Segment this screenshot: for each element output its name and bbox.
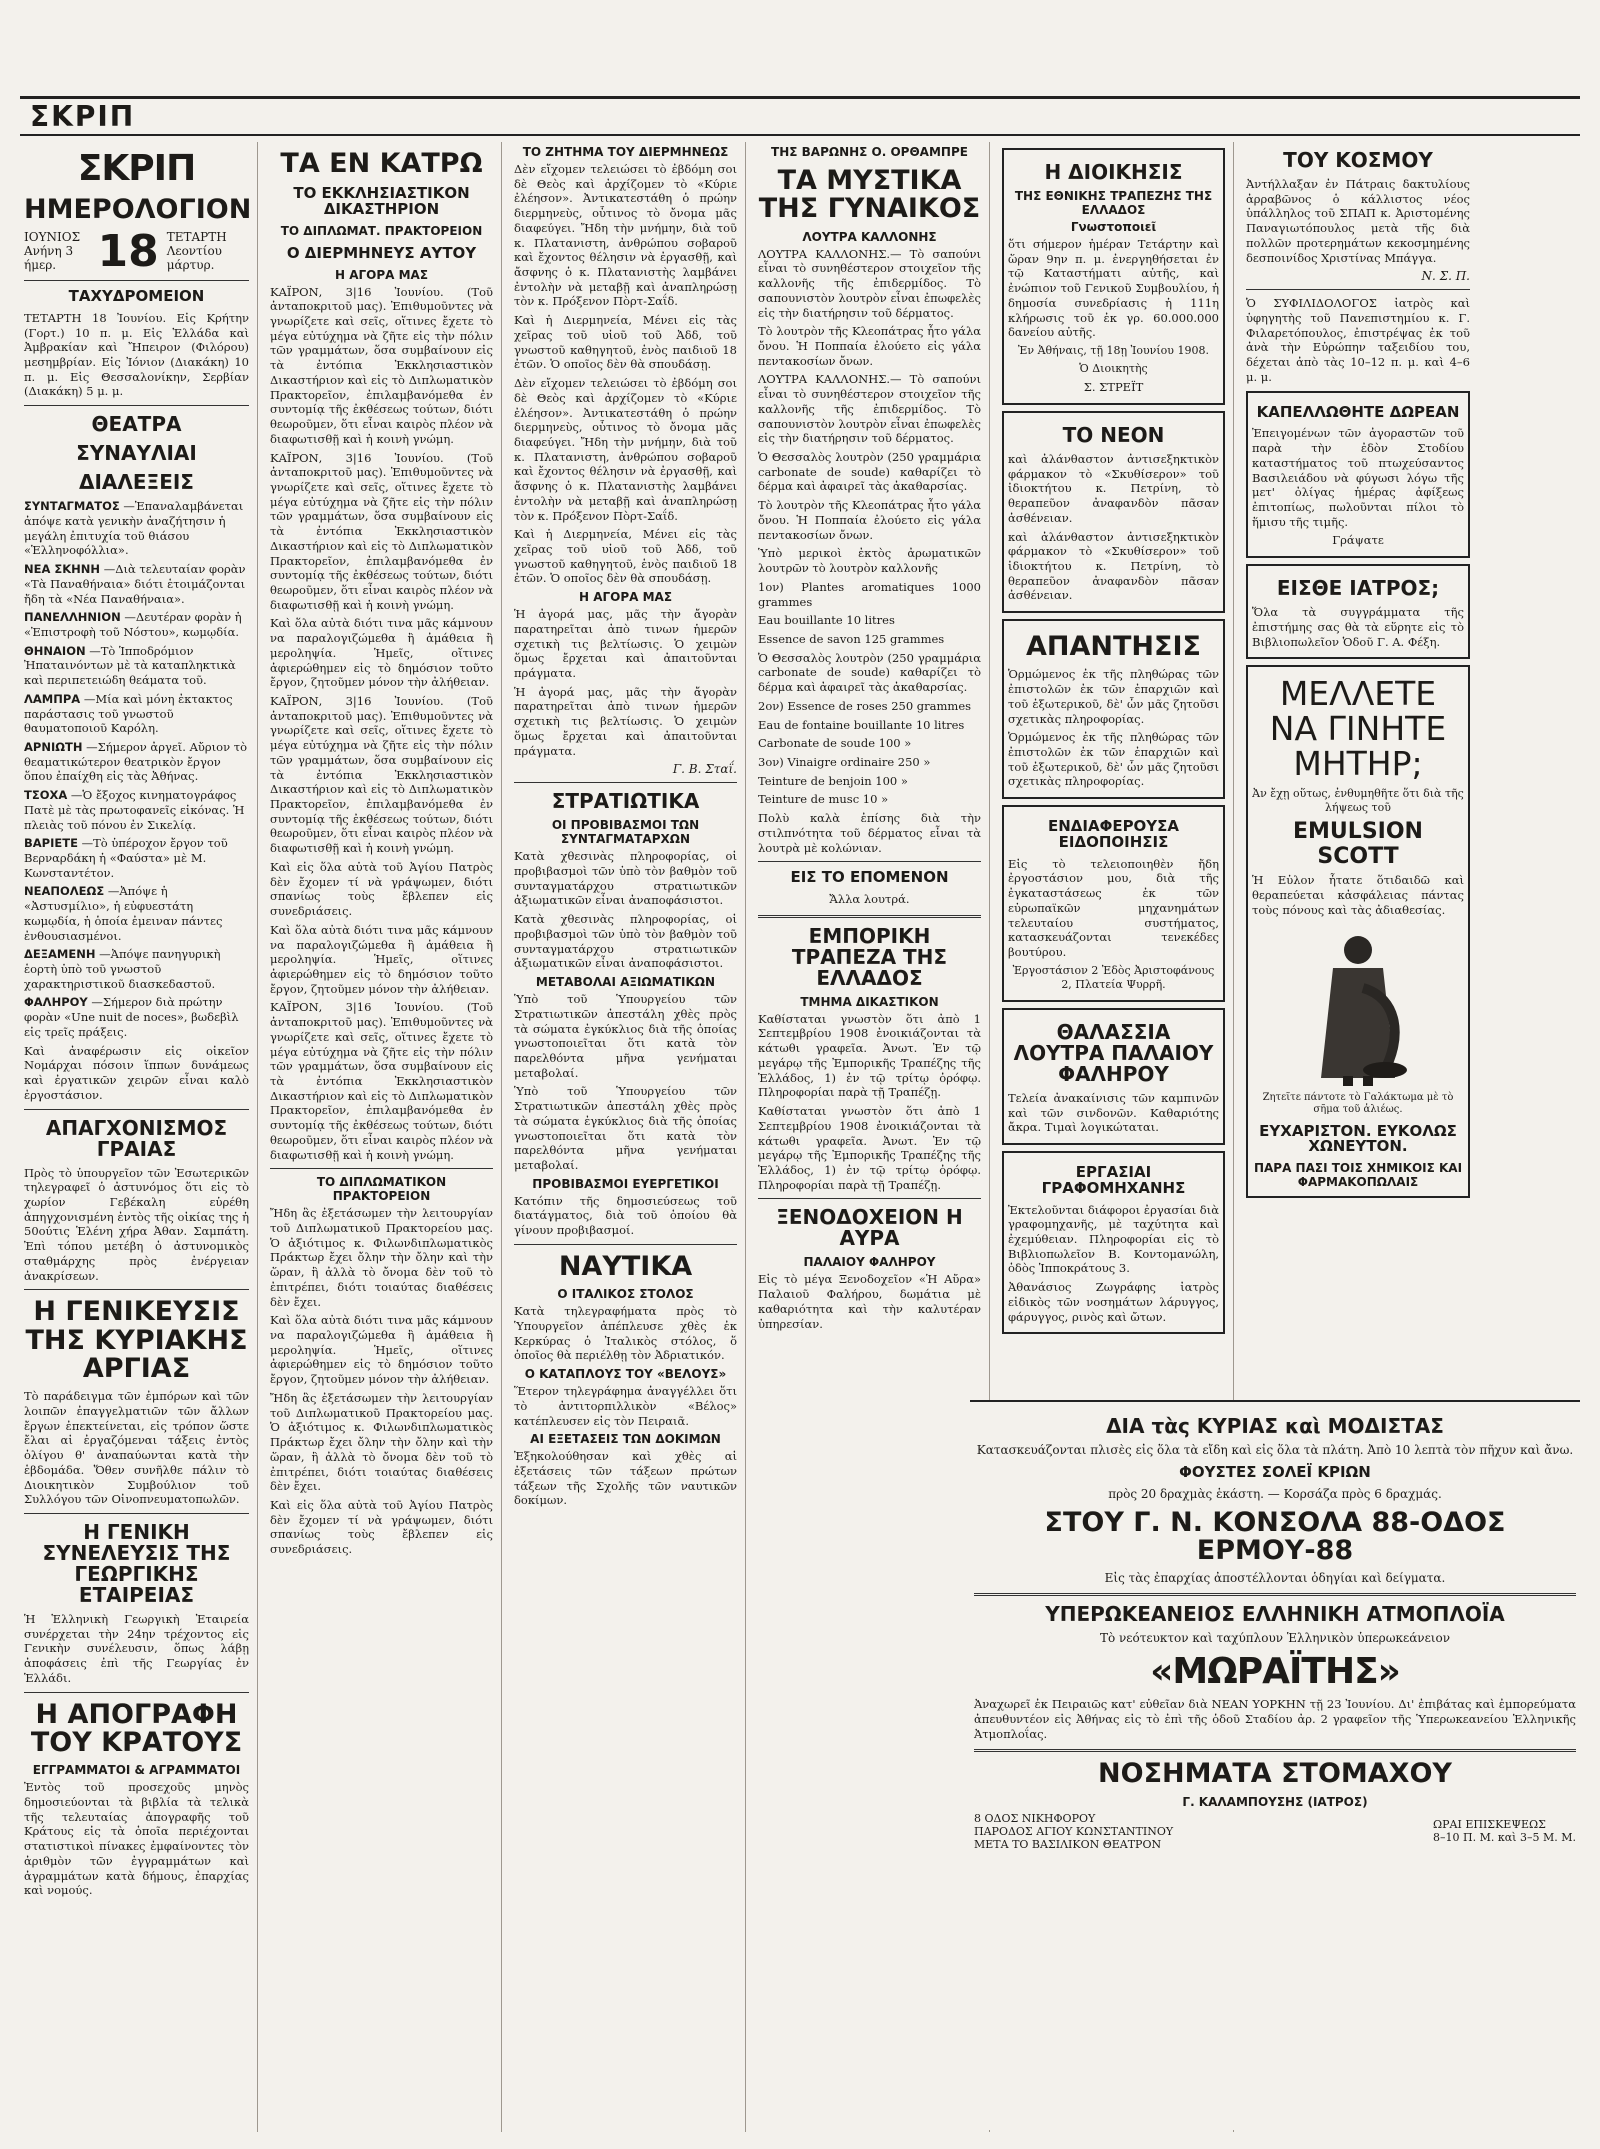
theatre-item <box>24 836 249 880</box>
ad-text: Ἡ Εὐλον ἦτατε ὅτιδαιδῶ καὶ θεραπεύεται κἀσφάλειας πάντας τοὺς πόνους καὶ τὰς ἀδιαθεσίας. <box>1252 873 1464 917</box>
divider <box>24 1289 249 1290</box>
ad-text: Ὁρμώμενος ἐκ τῆς πληθώρας τῶν ἐπιστολῶν ἐκ τῶν ἐπαρχιῶν καὶ τοῦ ἐξωτερικοῦ, δὲ' ὧν μᾶς ζητοῦσι σχετικὰς πληροφορίας. <box>1008 730 1219 789</box>
article-heading: Η ΑΠΟΓΡΑΦΗ ΤΟΥ ΚΡΑΤΟΥΣ <box>30 1698 243 1758</box>
divider <box>1246 289 1470 290</box>
theatre-text: —Μία καὶ μόνη ἐκτακτος παράστασις τοῦ γνωστοῦ θαυματοποιοῦ Καρόλη. <box>24 691 233 736</box>
theatre-text: —Τὸ Ἱπποδρόμιον Ἠπαταινόντων μὲ τὰ καταπληκτικὰ καὶ περιπετειώδη θεάματα τοῦ. <box>24 643 236 688</box>
bank-subheading: ΤΜΗΜΑ ΔΙΚΑΣΤΙΚΟΝ <box>800 994 939 1009</box>
ad-heading: ΑΠΑΝΤΗΣΙΣ <box>1026 631 1201 663</box>
ad-heading: ΔΙΑ τὰς ΚΥΡΙΑΣ καὶ ΜΟΔΙΣΤΑΣ <box>1106 1414 1444 1438</box>
masthead-title: ΣΚΡΙΠ <box>30 100 136 133</box>
hotel-text: Εἰς τὸ μέγα Ξενοδοχεῖον «Ἡ Αὔρα» Παλαιοῦ Φαλήρου, δωμάτια μὲ καθαριότητα καὶ τὴν καλυτέραν ὑπηρεσίαν. <box>758 1272 981 1331</box>
doctor-details <box>974 1812 1576 1851</box>
article-text: ΚΑΪΡΟΝ, 3|16 Ἰουνίου. (Τοῦ ἀνταποκριτοῦ μας). Ἐπιθυμοῦντες νὰ γνωρίζετε καὶ σεῖς, οἵτινες ἔχετε τὸ μέγα εὐτύχημα νὰ ζῆτε εἰς τὴν πόλιν τῶν γραμμάτων, ὅσα συμβαίνουν εἰς τὰ ἐντόπια Ἐκκλησιαστικὸν Δικαστήριον καὶ εἰς τὸ Διπλωματικὸν Πρακτορεῖον, ἐπιλαμβανόμεθα ἐν συντομίᾳ τῆς ἐκθέσεως τούτων, διότι θεωροῦμεν, ὅτι εἶναι καιρὸς πλέον νὰ διαφωτισθῇ καὶ ἡ κοινὴ γνώμη. <box>270 284 493 446</box>
fisherman-figure-icon <box>1303 928 1413 1088</box>
article-heading: ΤΑ ΕΝ ΚΑΤΡΩ <box>280 148 483 179</box>
article-text: Κατὰ χθεσινὰς πληροφορίας, οἱ προβιβασμοὶ τῶν ὑπὸ τὸν βαθμὸν τοῦ συνταγματάρχου στρατιωτικῶν ἀξιωματικῶν εἶναι ἀναποφάσιστοι. <box>514 849 737 908</box>
article-text: Ὑπὸ τοῦ Ὑπουργείου τῶν Στρατιωτικῶν ἀπεστάλη χθὲς πρὸς τὰ σώματα ἐγκύκλιος διὰ τῆς ὁποίας γνωστοποιεῖται ὅτι κατὰ τὸν παρελθόντα μῆνα γενήμαται μεταβολαί. <box>514 1084 737 1172</box>
theatre-item <box>24 499 249 558</box>
notice-heading: Η ΔΙΟΙΚΗΣΙΣ <box>1044 160 1183 184</box>
article-text: Πρὸς τὸ ὑπουργεῖον τῶν Ἐσωτερικῶν τηλεγραφεῖ ὁ ἀστυνόμος ὅτι εἰς τὸ χωρίον Γεβέκαλη εὑρέθη ἀπηγχονισμένη ἐντὸς τῆς οἰκίας της ἡ 50ούτις Ἑλένη χήρα Ἀθαν. Σαμπάτη. Ἐπὶ τόπου μετέβη ὁ ἀστυνομικὸς σταθμάρχης πρὸς ἐνέργειαν ἀνακρίσεων. <box>24 1165 249 1283</box>
hours-heading: ΩΡΑΙ ΕΠΙΣΚΕΨΕΩΣ <box>1433 1818 1546 1832</box>
article-text: Κατόπιν τῆς δημοσιεύσεως τοῦ διατάγματος, διὰ τοῦ ὁποίου θὰ γίνουν προβιβασμοί. <box>514 1193 737 1238</box>
bank-notice <box>1002 148 1225 405</box>
feuilleton-author: ΤΗΣ ΒΑΡΩΝΗΣ Ο. ΟΡΘΑΜΠΡΕ <box>771 145 968 159</box>
column-4 <box>754 142 990 2132</box>
calendar-heading: ΗΜΕΡΟΛΟΓΙΟΝ <box>24 193 252 225</box>
theatre-text: —Ἀπόψε ἡ «Ἀστυσμίλιο», ἡ εὐφυεστάτη κωμῳδία, ἡ ὁποία ἐμειναν πάντες ἐνθουσιασμένοι. <box>24 884 223 943</box>
ad-line: Ἀν ἔχῃ οὕτως, ἐνθυμηθῆτε ὅτι διὰ τῆς λήψεως τοῦ <box>1252 787 1464 815</box>
article-text: Καὶ ὅλα αὐτὰ διότι τινα μᾶς κάμνουν να παραλογιζώμεθα ἢ ἀμάθεια ἢ μεροληψία. Ἡμεῖς, οἵτινες ἀφιερώθημεν εἰς τὸ δημόσιον τοῦτο ἔργον, ζητοῦμεν μόνον τὴν ἀλήθειαν. <box>270 922 493 996</box>
recipe-line: Eau bouillante 10 litres <box>758 613 895 628</box>
ad-sold: ΠΑΡΑ ΠΑΣΙ ΤΟΙΣ ΧΗΜΙΚΟΙΣ ΚΑΙ ΦΑΡΜΑΚΟΠΩΛΑΙΣ <box>1253 1161 1463 1190</box>
theatre-text: —Δευτέραν φορὰν ἡ «Ἐπιστροφὴ τοῦ Νόστου», κωμῳδία. <box>24 610 242 639</box>
date-right <box>167 231 249 272</box>
ad-box <box>1246 391 1470 559</box>
article-text: Ὑπὸ τοῦ Ὑπουργείου τῶν Στρατιωτικῶν ἀπεστάλη χθὲς πρὸς τὰ σώματα ἐγκύκλιος διὰ τῆς ὁποίας γνωστοποιεῖται ὅτι κατὰ τὸν παρελθόντα μῆνα γενήμαται μεταβολαί. <box>514 992 737 1080</box>
saint: Λεοντίου μάρτυρ. <box>166 244 222 273</box>
ad-heading: ΘΑΛΑΣΣΙΑ ΛΟΥΤΡΑ ΠΑΛΑΙΟΥ ΦΑΛΗΡΟΥ <box>1013 1019 1214 1086</box>
theatre-text: —Ἐπαναλαμβάνεται ἀπόψε κατὰ γενικὴν ἀναζήτησιν ἡ μεγάλη ἐπιτυχία τοῦ θιάσου «Ἑλληνοφόλλια». <box>24 499 244 558</box>
fisherman-figure-svg <box>1303 928 1413 1088</box>
recipe-line: 3ον) Vinaigre ordinaire 250 » <box>758 754 931 769</box>
divider <box>758 915 981 918</box>
paper-title: ΣΚΡΙΠ <box>77 148 196 189</box>
ad-signer: Γράψατε <box>1332 533 1384 548</box>
theatre-text: —Ὁ ἔξοχος κινηματογράφος Πατὲ μὲ τὰς πρωτοφανεῖς εἰκόνας. Ἡ πλειὰς τοῦ πόνου ἐν Σικελίᾳ. <box>24 788 245 832</box>
ship-name: «ΜΩΡΑΪΤΗΣ» <box>1150 1651 1400 1693</box>
ad-box <box>1246 564 1470 659</box>
article-text: Κατὰ τηλεγραφήματα πρὸς τὸ Ὑπουργεῖον ἀπέπλευσε χθὲς ἐκ Κερκύρας ὁ Ἰταλικὸς στόλος, ὅ ὁποῖος θὰ περιέλθῃ τὸν Ἀδριατικόν. <box>514 1304 737 1363</box>
recipe-line: Essence de savon 125 grammes <box>758 631 945 646</box>
ad-heading: ΕΡΓΑΣΙΑΙ ΓΡΑΦΟΜΗΧΑΝΗΣ <box>1041 1163 1186 1197</box>
ad-signature: Ἐργοστάσιον 2 Ἐδὸς Ἀριστοφάνους 2, Πλατεία Ψυρρῆ. <box>1012 963 1215 991</box>
ad-heading: ΝΟΣΗΜΑΤΑ ΣΤΟΜΑΧΟΥ <box>1098 1758 1452 1790</box>
bank-text: Καθίσταται γνωστὸν ὅτι ἀπὸ 1 Σεπτεμβρίου 1908 ἐνοικιάζονται τὰ κάτωθι γραφεῖα. Ἀνωτ. Ἐν τῷ μεγάρῳ τῆς Ἐμπορικῆς Τραπέζης τῆς Ἑλλάδος, 1) ἐν τῷ τρίτῳ ὀρόφῳ. Πληροφορίαι παρὰ τῇ Τραπέζῃ. <box>758 1104 981 1192</box>
doctor-address <box>974 1812 1173 1851</box>
article-text: Καὶ ἡ Διερμηνεία, Μένει εἰς τὰς χεῖρας τοῦ υἱοῦ τοῦ Ἀδδ, τοῦ γνωστοῦ καθηγητοῦ, ἑνὸς παιδιοῦ 18 ἐτῶν. Ὁ οποῖος δὲν θὰ σπουδάσῃ. <box>514 313 737 372</box>
article-heading: ΑΠΑΓΧΟΝΙΣΜΟΣ ΓΡΑΙΑΣ <box>45 1115 228 1161</box>
ad-text: Ἀναχωρεῖ ἐκ Πειραιῶς κατ' εὐθεῖαν διὰ ΝΕΑΝ ΥΟΡΚΗΝ τῇ 23 Ἰουνίου. Δι' ἐπιβάτας καὶ ἐμπορεύματα ἀπευθυντέον εἰς Ἀθήνας εἰς τὸ ἐπὶ τῆς ὁδοῦ Σταδίου ἀρ. 2 γραφεῖον τῆς Ὑπερωκεανείου Ἑλληνικῆς Ἀτμοπλοΐας. <box>974 1697 1576 1741</box>
theatre-name: ΝΕΑ ΣΚΗΝΗ <box>24 562 101 577</box>
article-subheading: Η ΑΓΟΡΑ ΜΑΣ <box>334 267 429 282</box>
divider <box>24 1109 249 1110</box>
ad-box <box>1002 411 1225 613</box>
theatre-text: —Σήμερον διὰ πρώτην φορὰν «Une nuit de noces», βωδεβὶλ εἰς τρεῖς πράξεις. <box>24 995 239 1039</box>
month: ΙΟΥΝΙΟΣ <box>24 230 81 245</box>
article-text: Ὁ Θεσσαλὸς λουτρὸν (250 γραμμάρια carbonate de soude) καθαρίζει τὸ δέρμα καὶ ἀφαιρεῖ τὰς ἀκαθαρσίας. <box>758 450 981 494</box>
recipe-line: Teinture de musc 10 » <box>758 792 889 807</box>
concerts-heading: ΣΥΝΑΥΛΙΑΙ <box>76 441 197 466</box>
bank-heading: ΕΜΠΟΡΙΚΗ ΤΡΑΠΕΖΑ ΤΗΣ ΕΛΛΑΔΟΣ <box>791 923 948 990</box>
article-text: Ἕτερον τηλεγράφημα ἀναγγέλλει ὅτι τὸ ἀντιτορπιλλικὸν «Βέλος» κατέπλευσεν εἰς τὸν Πειραιᾶ. <box>514 1384 737 1428</box>
article-text: Τὸ λουτρὸν τῆς Κλεοπάτρας ἦτο γάλα ὄνου. Ἡ Ποππαία ἐλούετο εἰς γάλα πεντακοσίων ὄνων. <box>758 324 981 368</box>
article-heading: Η ΓΕΝΙΚΕΥΣΙΣ ΤΗΣ ΚΥΡΙΑΚΗΣ ΑΡΓΙΑΣ <box>25 1296 248 1384</box>
lectures-heading: ΔΙΑΛΕΞΕΙΣ <box>79 470 194 495</box>
article-text: Καὶ ὅλα αὐτὰ διότι τινα μᾶς κάμνουν να παραλογιζώμεθα ἢ ἀμάθεια ἢ μεροληψία. Ἡμεῖς, οἵτινες ἀφιερώθημεν εἰς τὸ δημόσιον τοῦτο ἔργον, ζητοῦμεν μόνον τὴν ἀλήθειαν. <box>270 1313 493 1387</box>
article-text: ΛΟΥΤΡΑ ΚΑΛΛΟΝΗΣ.— Τὸ σαπούνι εἶναι τὸ συνηθέστερον στοιχεῖον τῆς καλλονῆς τῆς ἐπιδερμίδος. Τὸ σαπουνιστὸν λουτρὸν εἶναι ἐπωφελὲς εἰς τὴν διατήρησιν τοῦ δέρματος. <box>758 246 981 320</box>
divider <box>758 1198 981 1199</box>
article-text: Ἤδη ἃς ἐξετάσωμεν τὴν λειτουργίαν τοῦ Διπλωματικοῦ Πρακτορείου μας. Ὁ ἀξιότιμος κ. Φιλωνδιπλωματικὸς Πράκτωρ ἔχει ὄλην τὴν ὄλην καὶ τὴν ὥραν, ἣ ἀλλὰ τὸ ὄνομα δὲν τοῦ τὸ ἐπιτρέπει, διότι τοιαύτας διαθέσεις δὲν ἔχει. <box>270 1206 493 1309</box>
theatre-name: ΝΕΑΠΟΛΕΩΣ <box>24 884 105 899</box>
notice-text: ὅτι σήμερον ἡμέραν Τετάρτην καὶ ὥραν 9ην π. μ. ἐνεργηθήσεται ἐν τῷ Καταστήματι αὐτῆς, καὶ ἐνώπιον τοῦ Γενικοῦ Συμβουλίου, ἡ δημοσία συνεδρίασις ἡ 111η κλήρωσις τοῦ ἐκ γρ. 60.000.000 δανείου αὐτῆς. <box>1008 237 1219 340</box>
theatre-item <box>24 692 249 736</box>
article-subheading: ΑΙ ΕΞΕΤΑΣΕΙΣ ΤΩΝ ΔΟΚΙΜΩΝ <box>530 1432 721 1447</box>
theatre-name: ΦΑΛΗΡΟΥ <box>24 995 88 1010</box>
notice-date: Ἐν Ἀθήναις, τῇ 18ῃ Ἰουνίου 1908. <box>1018 344 1209 358</box>
ad-text: Ἐκτελοῦνται διάφοροι ἐργασίαι διὰ γραφομηχανῆς, μὲ ταχύτητα καὶ ἐχεμύθειαν. Πληροφορίαι εἰς τὸ Βιβλιοπωλεῖον Β. Κοντομανώλη, ὁδὸς Ἱπποκράτους 3. <box>1008 1202 1219 1276</box>
article-text: ΚΑΪΡΟΝ, 3|16 Ἰουνίου. (Τοῦ ἀνταποκριτοῦ μας). Ἐπιθυμοῦντες νὰ γνωρίζετε καὶ σεῖς, οἵτινες ἔχετε τὸ μέγα εὐτύχημα νὰ ζῆτε εἰς τὴν πόλιν τῶν γραμμάτων, ὅσα συμβαίνουν εἰς τὰ ἐντόπια Ἐκκλησιαστικὸν Δικαστήριον καὶ εἰς τὸ Διπλωματικὸν Πρακτορεῖον, ἐπιλαμβανόμεθα ἐν συντομίᾳ τῆς ἐκθέσεως τούτων, διότι θεωροῦμεν, ὅτι εἶναι καιρὸς πλέον νὰ διαφωτισθῇ καὶ ἡ κοινὴ γνώμη. <box>270 694 493 856</box>
article-subheading: ΠΡΟΒΙΒΑΣΜΟΙ ΕΥΕΡΓΕΤΙΚΟΙ <box>532 1176 719 1191</box>
article-text: Καὶ εἰς ὅλα αὐτὰ τοῦ Ἀγίου Πατρὸς δὲν ἔχομεν τί νὰ γράψωμεν, διότι σπανίως τοὺς ἔβλεπεν εἰς συνεδριάσεις. <box>270 859 493 919</box>
theatre-text: —Ἀπόψε πανηγυρικὴ ἑορτὴ ὑπὸ τοῦ γνωστοῦ χαρακτηριστικοῦ διασκεδαστοῦ. <box>24 947 221 991</box>
address-line: ΜΕΤΑ ΤΟ ΒΑΣΙΛΙΚΟΝ ΘΕΑΤΡΟΝ <box>974 1837 1162 1851</box>
recipe-line: 1ον) Plantes aromatiques 1000 grammes <box>758 579 981 609</box>
emulsion-ad <box>1246 665 1470 1198</box>
article-subheading: Η ΑΓΟΡΑ ΜΑΣ <box>578 590 673 605</box>
article-text: Ὁ Θεσσαλὸς λουτρὸν (250 γραμμάρια carbonate de soude) καθαρίζει τὸ δέρμα καὶ ἀφαιρεῖ τὰς ἀκαθαρσίας. <box>758 650 981 695</box>
article-text: Ὑπὸ μερικοὶ ἐκτὸς ἀρωματικῶν λουτρῶν τὸ λουτρὸν καλλονῆς <box>758 546 981 576</box>
article-text: ΛΟΥΤΡΑ ΚΑΛΛΟΝΗΣ.— Τὸ σαπούνι εἶναι τὸ συνηθέστερον στοιχεῖον τῆς καλλονῆς τῆς ἐπιδερμίδος. Τὸ σαπουνιστὸν λουτρὸν εἶναι ἐπωφελὲς εἰς τὴν διατήρησιν τοῦ δέρματος. <box>758 372 981 446</box>
article-subheading: ΤΟ ΔΙΠΛΩΜΑΤΙΚΟΝ ΠΡΑΚΤΟΡΕΙΟΝ <box>316 1175 447 1204</box>
column-2 <box>266 142 502 2132</box>
continued-label: ΕΙΣ ΤΟ ΕΠΟΜΕΝΟΝ <box>790 868 949 887</box>
masthead <box>20 96 1580 136</box>
signature: Ν. Σ. Π. <box>1421 269 1470 284</box>
article-subheading: Ο ΚΑΤΑΠΛΟΥΣ ΤΟΥ «ΒΕΛΟΥΣ» <box>524 1367 727 1382</box>
ad-heading: ΕΝΔΙΑΦΕΡΟΥΣΑ ΕΙΔΟΠΟΙΗΣΙΣ <box>1047 817 1180 851</box>
signature: Γ. Β. Σταΐ. <box>672 762 737 777</box>
ad-text: καὶ ἀλάνθαστον ἀντισεξηκτικὸν φάρμακον τὸ «Σκυθίσερον» τοῦ ἰδιοκτήτου κ. Πετρίνη, τὸ θεραπεῦον ἀναφανδὸν πᾶσαν ἀσθένειαν. <box>1008 451 1219 525</box>
ad-store: ΣΤΟΥ Γ. Ν. ΚΟΝΣΟΛΑ 88-ΟΔΟΣ ΕΡΜΟΥ-88 <box>1044 1506 1506 1567</box>
ad-box <box>1002 619 1225 799</box>
ad-text: καὶ ἀλάνθαστον ἀντισεξηκτικὸν φάρμακον τὸ «Σκυθίσερον» τοῦ ἰδιοκτήτου κ. Πετρίνη, τὸ θεραπεῦον ἀναφανδὸν πᾶσαν ἀσθένειαν. <box>1008 529 1219 603</box>
bank-text: Καθίσταται γνωστὸν ὅτι ἀπὸ 1 Σεπτεμβρίου 1908 ἐνοικιάζονται τὰ κάτωθι γραφεῖα. Ἀνωτ. Ἐν τῷ μεγάρῳ τῆς Ἐμπορικῆς Τραπέζης τῆς Ἑλλάδος, 1) ἐν τῷ τρίτῳ ὀρόφῳ. Πληροφορίαι παρὰ τῇ Τραπέζῃ. <box>758 1011 981 1100</box>
hotel-heading: ΞΕΝΟΔΟΧΕΙΟΝ Η ΑΥΡΑ <box>776 1205 963 1251</box>
feuilleton-heading: ΤΑ ΜΥΣΤΙΚΑ ΤΗΣ ΓΥΝΑΙΚΟΣ <box>758 165 981 225</box>
divider <box>514 782 737 783</box>
theatre-item <box>24 644 249 688</box>
theatre-name: ΤΣΟΧΑ <box>24 788 68 803</box>
column-1 <box>20 142 258 2132</box>
divider <box>514 1244 737 1245</box>
theatre-name: ΛΑΜΠΡΑ <box>24 691 81 706</box>
article-text: Κατὰ χθεσινὰς πληροφορίας, οἱ προβιβασμοὶ τῶν ὑπὸ τὸν βαθμὸν τοῦ συνταγματάρχου στρατιωτικῶν ἀξιωματικῶν εἶναι ἀναποφάσιστοι. <box>514 912 737 971</box>
section-heading: ΝΑΥΤΙΚΑ <box>558 1250 693 1282</box>
theatre-item <box>24 562 249 606</box>
article-subheading: ΜΕΤΑΒΟΛΑΙ ΑΞΙΩΜΑΤΙΚΩΝ <box>535 975 716 990</box>
recipe-line: 2ον) Essence de roses 250 grammes <box>758 698 972 713</box>
ad-heading: ΕΙΣΘΕ ΙΑΤΡΟΣ; <box>1276 576 1440 601</box>
theatre-name: ΒΑΡΙΕΤΕ <box>24 836 78 851</box>
article-text: Ἡ Ἑλληνικὴ Γεωργικὴ Ἑταιρεία συνέρχεται τὴν 24ην τρέχοντος εἰς Γενικὴν συνέλευσιν, ὅπως λάβῃ ἀποφάσεις ἐπὶ τῆς Γεωργίας ἐν Ἑλλάδι. <box>24 1612 249 1685</box>
society-text: Ἀντήλλαξαν ἐν Πάτραις δακτυλίους ἀρραβῶνος ὁ κάλλιστος νέος ὑπάλληλος τοῦ ΣΠΑΠ κ. Ἀριστομένης Παναγιωτόπουλος μετὰ τῆς διὰ πολλῶν προτερημάτων κεκοσμημένης δεσποινίδος Χριστίνας Μπάγγα. <box>1246 177 1470 265</box>
article-text: Καὶ εἰς ὅλα αὐτὰ τοῦ Ἀγίου Πατρὸς δὲν ἔχομεν τί νὰ γράψωμεν, διότι σπανίως τοὺς ἔβλεπεν εἰς συνεδριάσεις. <box>270 1497 493 1557</box>
recipe-line: Carbonate de soude 100 » <box>758 736 912 751</box>
theatre-name: ΣΥΝΤΑΓΜΑΤΟΣ <box>24 499 120 514</box>
theatre-text: —Τὸ ὑπέροχον ἔργον τοῦ Βερναρδάκη ἡ «Φαύστα» μὲ Μ. Κωνσταντέτον. <box>24 836 228 880</box>
article-text: Ἐντὸς τοῦ προσεχοῦς μηνὸς δημοσιεύονται τὰ βιβλία τὰ τελικὰ τῆς τελευταίας ἀπογραφῆς τοῦ Κράτους εἰς τὰ ὁποῖα περιέχονται στατιστικοὶ πίνακες ἐμφαίνοντες τὸν ἀριθμὸν τῶν ἐγγραμμάτων καὶ ἀγραμμάτων κατὰ δήμους, ἐπαρχίας καὶ νομούς. <box>24 1780 249 1898</box>
article-subheading: ΕΓΓΡΑΜΜΑΤΟΙ & ΑΓΡΑΜΜΑΤΟΙ <box>32 1763 241 1778</box>
article-text: Καὶ ὅλα αὐτὰ διότι τινα μᾶς κάμνουν να παραλογιζώμεθα ἢ ἀμάθεια ἢ μεροληψία. Ἡμεῖς, οἵτινες ἀφιερώθημεν εἰς τὸ δημόσιον τοῦτο ἔργον, ζητοῦμεν μόνον τὴν ἀλήθειαν. <box>270 616 493 690</box>
ad-thanks: ΕΥΧΑΡΙΣΤΟΝ. ΕΥΚΟΛΩΣ ΧΩΝΕΥΤΟΝ. <box>1259 1121 1457 1156</box>
ad-box <box>1002 805 1225 1002</box>
notice-subheading: ΤΗΣ ΕΘΝΙΚΗΣ ΤΡΑΠΕΖΗΣ ΤΗΣ ΕΛΛΑΔΟΣ <box>1014 189 1213 217</box>
post-heading: ΤΑΧΥΔΡΟΜΕΙΟΝ <box>68 287 205 306</box>
divider <box>974 1749 1576 1752</box>
article-text: Δὲν εἴχομεν τελειώσει τὸ ἐβδόμη σοι δὲ Θεὸς καὶ ἀρχίζομεν τὸ «Κύριε ἐλέησον». Ἀντικατεστάθη ὁ πρώην διερμηνεὺς, οὗτινος τὸ ὄνομα μᾶς διαφεύγει. Ἤδη τὴν μνήμην, διὰ τοῦ κ. Πλατανιστη, ἀνθρώπου σοβαροῦ καὶ ἔχοντος θέλησιν νὰ ἐργασθῇ, καὶ ἄσφνης ὁ κ. Πλατανιστὴς λαμβάνει ἐντολὴν νὰ μεταβῇ καὶ ἀναπληρώσῃ τὸν κ. Πρόξενον Πὸρτ-Σαΐδ. <box>514 162 737 309</box>
theatre-item <box>24 788 249 832</box>
ad-text: Ὅλα τὰ συγγράμματα τῆς ἐπιστήμης σας θὰ τὰ εὕρητε εἰς τὸ Βιβλιοπωλεῖον Ὁδοῦ Γ. Α. Φέξη. <box>1252 605 1464 649</box>
ad-line: Κατασκευάζονται πλισὲς εἰς ὅλα τὰ εἴδη καὶ εἰς ὅλα τὰ πλάτη. Ἀπὸ 10 λεπτὰ τὸν πῆχυν καὶ ἄνω. <box>976 1443 1574 1457</box>
article-text: ΚΑΪΡΟΝ, 3|16 Ἰουνίου. (Τοῦ ἀνταποκριτοῦ μας). Ἐπιθυμοῦντες νὰ γνωρίζετε καὶ σεῖς, οἵτινες ἔχετε τὸ μέγα εὐτύχημα νὰ ζῆτε εἰς τὴν πόλιν τῶν γραμμάτων, ὅσα συμβαίνουν εἰς τὰ ἐντόπια Ἐκκλησιαστικὸν Δικαστήριον καὶ εἰς τὸ Διπλωματικὸν Πρακτορεῖον, ἐπιλαμβανόμεθα ἐν συντομίᾳ τῆς ἐκθέσεως τούτων, διότι θεωροῦμεν, ὅτι εἶναι καιρὸς πλέον νὰ διαφωτισθῇ καὶ ἡ κοινὴ γνώμη. <box>270 450 493 612</box>
article-text: Καὶ ἡ Διερμηνεία, Μένει εἰς τὰς χεῖρας τοῦ υἱοῦ τοῦ Ἀδδ, τοῦ γνωστοῦ καθηγητοῦ, ἑνὸς παιδιοῦ 18 ἐτῶν. Ὁ οποῖος δὲν θὰ σπουδάσῃ. <box>514 527 737 586</box>
ad-text: Τελεία ἀνακαίνισις τῶν καμπινῶν καὶ τῶν σινδονῶν. Καθαριότης ἄκρα. Τιμαὶ λογικώταται. <box>1008 1090 1219 1135</box>
article-text: ΚΑΪΡΟΝ, 3|16 Ἰουνίου. (Τοῦ ἀνταποκριτοῦ μας). Ἐπιθυμοῦντες νὰ γνωρίζετε καὶ σεῖς, οἵτινες ἔχετε τὸ μέγα εὐτύχημα νὰ ζῆτε εἰς τὴν πόλιν τῶν γραμμάτων, ὅσα συμβαίνουν εἰς τὰ ἐντόπια Ἐκκλησιαστικὸν Δικαστήριον καὶ εἰς τὸ Διπλωματικὸν Πρακτορεῖον, ἐπιλαμβανόμεθα ἐν συντομίᾳ τῆς ἐκθέσεως τούτων, διότι θεωροῦμεν, ὅτι εἶναι καιρὸς πλέον νὰ διαφωτισθῇ καὶ ἡ κοινὴ γνώμη. <box>270 1000 493 1162</box>
divider <box>24 1692 249 1693</box>
weekday: ΤΕΤΑΡΤΗ <box>166 230 227 245</box>
society-heading: ΤΟΥ ΚΟΣΜΟΥ <box>1283 148 1433 172</box>
ad-heading: ΤΟ ΝΕΟΝ <box>1062 422 1165 447</box>
date-box <box>24 226 249 278</box>
notice-label: Γνωστοποιεῖ <box>1070 220 1157 234</box>
bottom-ads <box>970 1400 1580 2130</box>
ad-text: Εἰς τὸ τελειοποιηθὲν ἤδη ἐργοστάσιον μου, διὰ τῆς ἐγκαταστάσεως ἐκ τῶν εὐρωπαϊκῶν μηχανημάτων τελευταίου συστήματος, κατασκευάζονται τενεκέδες βουτύρου. <box>1008 856 1219 959</box>
article-text: Πολὺ καλὰ ἐπίσης διὰ τὴν στιλπνότητα τοῦ δέρματος εἶναι τὰ λουτρὰ μὲ κολώνιαν. <box>758 811 981 855</box>
date-left <box>24 231 89 272</box>
divider <box>270 1168 493 1169</box>
signer-title: Ὁ Διοικητὴς <box>1079 362 1148 376</box>
day-number: 18 <box>97 226 159 278</box>
ad-box <box>1002 1151 1225 1334</box>
days-left: Ανήνη 3 ήμερ. <box>24 244 74 273</box>
article-subheading: Ο ΙΤΑΛΙΚΟΣ ΣΤΟΛΟΣ <box>557 1287 694 1302</box>
doctor-hours <box>1433 1818 1576 1844</box>
ad-big-heading: ΜΕΛΛΕΤΕ ΝΑ ΓΙΝΗΤΕ ΜΗΤΗΡ; <box>1269 674 1447 783</box>
article-heading: Η ΓΕΝΙΚΗ ΣΥΝΕΛΕΥΣΙΣ ΤΗΣ ΓΕΩΡΓΙΚΗΣ ΕΤΑΙΡΕΙΑΣ <box>42 1520 231 1608</box>
ad-brand: EMULSION SCOTT <box>1293 819 1423 870</box>
theatre-item <box>24 740 249 784</box>
signer-name: Σ. ΣΤΡΕΪΤ <box>1083 380 1144 395</box>
theatres-heading: ΘΕΑΤΡΑ <box>91 412 182 437</box>
article-text: Τὸ παράδειγμα τῶν ἐμπόρων καὶ τῶν λοιπῶν ἐπαγγελματιῶν τῶν ἄλλων ἔργων ἐπεκτείνεται, εἰς τρόπον ὥστε ἔλαι αἱ ἐργαζόμεναι τάξεις ἐντὸς ὀλίγου θ' ἀναπαύωνται κατὰ τὴν ἑβδομάδα. Ὅθεν συνῆλθε πάλιν τὸ Διοικητικὸν Συμβούλιον τοῦ Συλλόγου τῶν Οἰνοπνευματοπωλῶν. <box>24 1389 249 1507</box>
ad-line: πρὸς 20 δραχμὰς ἑκάστη. — Κορσάζα πρὸς 6 δραχμάς. <box>1108 1486 1442 1501</box>
ad-text: Ὁρμώμενος ἐκ τῆς πληθώρας τῶν ἐπιστολῶν ἐκ τῶν ἐπαρχιῶν καὶ τοῦ ἐξωτερικοῦ, δὲ' ὧν μᾶς ζητοῦσι σχετικὰς πληροφορίας. <box>1008 667 1219 726</box>
ad-text: Ἐπειγομένων τῶν ἀγοραστῶν τοῦ παρὰ τὴν ἐδὸν Στοδίου καταστήματος τοῦ πτωχεύσαντος Βασιλειάδου νὰ φύγωσι λόγω τῆς μετ' ὀλίγας ἡμέρας ἀφίξεως ἐπιτοπίως, πωλοῦνται πίλοι τὸ ἥμισυ τῆς τιμῆς. <box>1252 426 1464 529</box>
article-subheading: ΟΙ ΠΡΟΒΙΒΑΣΜΟΙ ΤΩΝ ΣΥΝΤΑΓΜΑΤΑΡΧΩΝ <box>551 818 700 847</box>
address-line: ΠΑΡΟΔΟΣ ΑΓΙΟΥ ΚΩΝΣΤΑΝΤΙΝΟΥ <box>974 1824 1174 1838</box>
theatre-name: ΠΑΝΕΛΛΗΝΙΟΝ <box>24 610 121 625</box>
continued-text: Ἄλλα λουτρά. <box>829 892 910 907</box>
theatre-item <box>24 947 249 991</box>
article-subheading: ΤΟ ΔΙΠΛΩΜΑΤ. ΠΡΑΚΤΟΡΕΙΟΝ <box>280 223 483 238</box>
hours-text: 8–10 Π. Μ. καὶ 3–5 Μ. Μ. <box>1433 1831 1576 1845</box>
theatre-name: ΘΗΝΑΙΟΝ <box>24 643 86 658</box>
address-line: 8 ΟΔΟΣ ΝΙΚΗΦΟΡΟΥ <box>974 1811 1096 1825</box>
article-subheading: ΛΟΥΤΡΑ ΚΑΛΛΟΝΗΣ <box>802 229 937 244</box>
ad-heading: ΥΠΕΡΩΚΕΑΝΕΙΟΣ ΕΛΛΗΝΙΚΗ ΑΤΜΟΠΛΟΪΑ <box>1045 1602 1505 1627</box>
ad-subheading: ΦΟΥΣΤΕΣ ΣΟΛΕΪ ΚΡΙΩΝ <box>1179 1463 1371 1481</box>
article-heading: ΤΟ ΖΗΤΗΜΑ ΤΟΥ ΔΙΕΡΜΗΝΕΩΣ <box>522 145 729 159</box>
article-subheading: ΤΟ ΕΚΚΛΗΣΙΑΣΤΙΚΟΝ ΔΙΚΑΣΤΗΡΙΟΝ <box>293 184 470 219</box>
column-3 <box>510 142 746 2132</box>
divider <box>24 280 249 281</box>
article-text: Τὸ λουτρὸν τῆς Κλεοπάτρας ἦτο γάλα ὄνου. Ἡ Ποππαία ἐλούετο εἰς γάλα πεντακοσίων ὄνων. <box>758 498 981 542</box>
theatre-item <box>24 884 249 943</box>
ad-line: Εἰς τὰς ἐπαρχίας ἀποστέλλονται ὁδηγίαι καὶ δείγματα. <box>1104 1571 1446 1586</box>
theatre-text: —Σήμερον ἀργεῖ. Αὔριον τὸ θεαματικώτερον θεατρικὸν ἔργον ὅπου ἐπαίχθη εἰς τὰς Ἀθήνας. <box>24 739 248 784</box>
theatre-text: —Διὰ τελευταίαν φορὰν «Τὰ Παναθήναια» διότι ἑτοιμάζονται ἤδη τὰ «Νέα Παναθήναια». <box>24 562 246 606</box>
article-text: Ἡ ἀγορά μας, μᾶς τὴν ἄγορὰν παρατηρεῖται ἀπὸ τινων ἡμερῶν σχετικὴ τις βελτίωσις. Ὁ χειμὼν ὅμως ἔρχεται καὶ ἀπαιτοῦνται πράγματα. <box>514 684 737 758</box>
ad-text: Ἀθανάσιος Ζωγράφης ἰατρὸς εἰδικὸς τῶν νοσημάτων λάρυγγος, φάρυγγος, ρινὸς καὶ ὤτων. <box>1008 1280 1219 1324</box>
ad-heading: ΚΑΠΕΛΛΩΘΗΤΕ ΔΩΡΕΑΝ <box>1256 402 1460 421</box>
theatre-name: ΑΡΝΙΩΤΗ <box>24 739 83 754</box>
section-heading: ΣΤΡΑΤΙΩΤΙΚΑ <box>551 789 700 814</box>
post-text: ΤΕΤΑΡΤΗ 18 Ἰουνίου. Εἰς Κρήτην (Γορτ.) 10 π. μ. Εἰς Ἑλλάδα καὶ Ἀμβρακίαν καὶ Ἤπειρον (Φιλόρου) μεσημβρίαν. Εἰς Ἰόνιον (Διακάκη) 10 π. μ. Εἰς Θεσσαλονίκην, Σερβίαν (Διακάκη) 5 μ. μ. <box>24 310 249 399</box>
ad-line: Τὸ νεότευκτον καὶ ταχύπλουν Ἑλληνικὸν ὑπερωκεάνειον <box>1099 1631 1451 1646</box>
divider <box>24 1513 249 1514</box>
article-text: Δὲν εἴχομεν τελειώσει τὸ ἐβδόμη σοι δὲ Θεὸς καὶ ἀρχίζομεν τὸ «Κύριε ἐλέησον». Ἀντικατεστάθη ὁ πρώην διερμηνεὺς, οὗτινος τὸ ὄνομα μᾶς διαφεύγει. Ἤδη τὴν μνήμην, διὰ τοῦ κ. Πλατανιστη, ἀνθρώπου σοβαροῦ καὶ ἔχοντος θέλησιν νὰ ἐργασθῇ, καὶ ἄσφνης ὁ κ. Πλατανιστὴς λαμβάνει ἐντολὴν νὰ μεταβῇ καὶ ἀναπληρώσῃ τὸν κ. Πρόξενον Πὸρτ-Σαΐδ. <box>514 376 737 523</box>
theatre-item <box>24 995 249 1039</box>
figure-caption: Ζητεῖτε πάντοτε τὸ Γαλάκτωμα μὲ τὸ σῆμα τοῦ ἁλιέως. <box>1262 1091 1454 1115</box>
doctor-name: Γ. ΚΑΛΑΜΠΟΥΣΗΣ (ΙΑΤΡΟΣ) <box>1182 1794 1368 1809</box>
hotel-subheading: ΠΑΛΑΙΟΥ ΦΑΛΗΡΟΥ <box>803 1255 936 1270</box>
article-text: Ἡ ἀγορά μας, μᾶς τὴν ἄγορὰν παρατηρεῖται ἀπὸ τινων ἡμερῶν σχετικὴ τις βελτίωσις. Ὁ χειμὼν ὅμως ἔρχεται καὶ ἀπαιτοῦνται πράγματα. <box>514 607 737 680</box>
recipe-line: Eau de fontaine bouillante 10 litres <box>758 717 965 732</box>
ad-box <box>1002 1008 1225 1145</box>
article-text: Ἐξηκολούθησαν καὶ χθὲς αἱ ἐξετάσεις τῶν τάξεων πρώτων τάξεων τῆς Σχολῆς τῶν ναυτικῶν δοκίμων. <box>514 1449 737 1508</box>
recipe-line: Teinture de benjoin 100 » <box>758 773 908 788</box>
divider <box>974 1593 1576 1596</box>
divider <box>24 405 249 406</box>
article-subheading: Ο ΔΙΕΡΜΗΝΕΥΣ ΑΥΤΟΥ <box>286 243 477 262</box>
article-text: Ἤδη ἃς ἐξετάσωμεν τὴν λειτουργίαν τοῦ Διπλωματικοῦ Πρακτορείου μας. Ὁ ἀξιότιμος κ. Φιλωνδιπλωματικὸς Πράκτωρ ἔχει ὄλην τὴν ὄλην καὶ τὴν ὥραν, ἣ ἀλλὰ τὸ ὄνομα δὲν τοῦ τὸ ἐπιτρέπει, διότι τοιαύτας διαθέσεις δὲν ἔχει. <box>270 1390 493 1494</box>
intro-text: Καὶ ἀναφέρωσιν εἰς οἰκεῖον Νομάρχαι πόσοιν ἵππων δυνάμεως καὶ ἐργατικῶν χειρῶν εἶναι καλὸ ἐργοστάσιον. <box>24 1043 249 1102</box>
divider <box>758 861 981 862</box>
doctor-text: Ὁ ΣΥΦΙΛΙΔΟΛΟΓΟΣ ἰατρὸς καὶ ὑφηγητὴς τοῦ Πανεπιστημίου κ. Γ. Φιλαρετόπουλος, ἐπιστρέψας ἐκ τοῦ ἀνὰ τὴν Εὐρώπην ταξειδίου του, δέχεται ἀπὸ τὰς 10–12 π. μ. καὶ 4–6 μ. μ. <box>1246 296 1470 384</box>
theatre-item <box>24 610 249 639</box>
theatre-name: ΔΕΞΑΜΕΝΗ <box>24 947 96 962</box>
